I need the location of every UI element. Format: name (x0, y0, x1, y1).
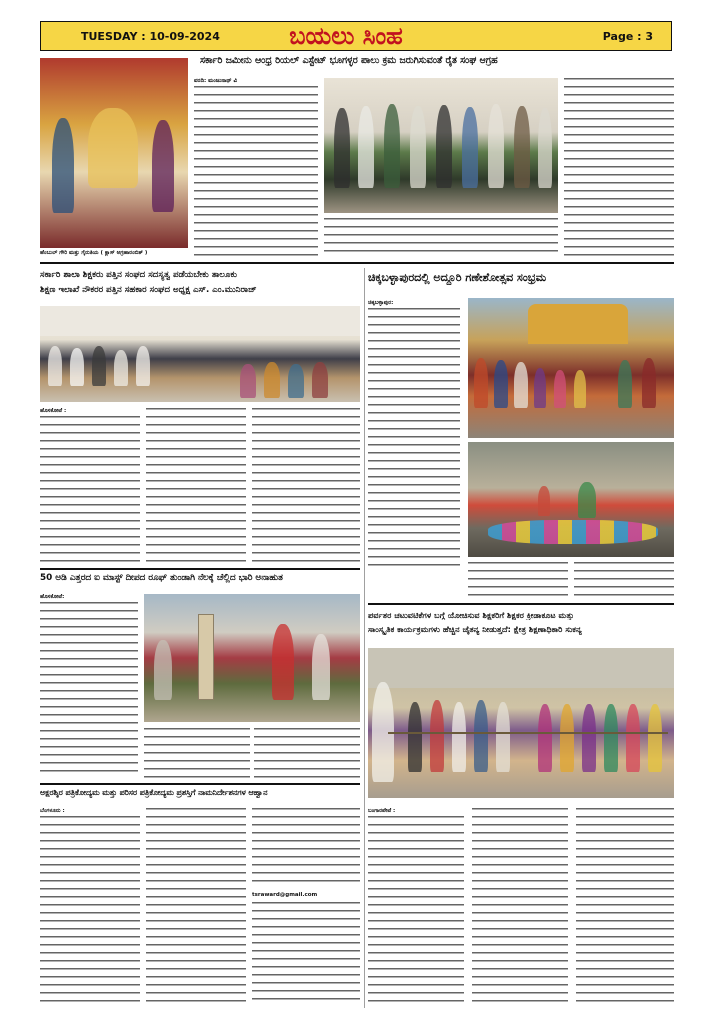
photo-tug-of-war (368, 648, 674, 798)
article-body (40, 816, 140, 1006)
article-body (368, 308, 460, 568)
photo-ganesha-festival-crowd (468, 298, 674, 438)
article-body (252, 408, 360, 564)
article-body (194, 86, 318, 256)
issue-date: TUESDAY : 10-09-2024 (81, 30, 220, 43)
article-body (40, 416, 140, 564)
photo-teachers-meeting (40, 306, 360, 402)
article-body (472, 808, 568, 1006)
dateline: ಬೆಂಗಳೂರು : (40, 808, 84, 815)
article-body (254, 728, 360, 778)
article-headline-journalism-awards: ಅಕ್ಷರಶ್ಶಿರ ಪತ್ರಿಕೋದ್ಯಮ ಮತ್ತು ಪರಿಸರ ಪತ್ರಿಕೋದ್ಯಮ ಪ್ರಶಸ್ತಿಗೆ ನಾಮನಿರ್ದೇಶನಗಳ ಆಹ್ವಾನ (40, 788, 268, 797)
article-body (564, 78, 674, 258)
byline: ವರದಿ: ಮಂಜುನಾಥ್ ವಿ (194, 78, 314, 85)
dateline: ಚಿಕ್ಕಬಳ್ಳಾಪುರ: (368, 300, 422, 307)
photo-caption: ಹೆಂಬುಲ್ ಗೌರಿ ಮತ್ತು ಗೈರುತಿಯ ( ಕ್ಲಾಸ್ ಅಗ್ರಹಾರಂಬಿತ್ ) (40, 250, 148, 256)
photo-farmers-union-meeting (324, 78, 558, 213)
dateline: ಹೊಸಕೋಟೆ : (40, 408, 85, 415)
divider (40, 568, 360, 570)
dateline: ಹೊಸಕೋಟೆ: (40, 594, 80, 601)
article-body (468, 562, 568, 598)
article-body (576, 808, 674, 1006)
column-divider (364, 268, 365, 1008)
article-body (368, 816, 464, 1006)
article-headline-high-mast-light: 50 ಅಡಿ ಎತ್ತರದ ಐ ಮಾಸ್ಟ್ ದೀಪದ ರೂಫ್ ತುಂಡಾಗಿ ನೆಲಕ್ಕೆ ಚೆಲ್ಲಿದ ಭಾರಿ ಅನಾಹುತ (40, 573, 283, 583)
page-number: Page : 3 (602, 30, 653, 43)
photo-ganesha-idol (40, 58, 188, 248)
dateline: ಬಂಗಾರಪೇಟೆ : (368, 808, 416, 815)
newspaper-title: ಬಯಲು ಸಿಂಹ (289, 21, 403, 50)
article-body (252, 902, 360, 1006)
photo-fallen-light-pole (144, 594, 360, 722)
divider (40, 783, 360, 785)
article-body (40, 602, 138, 778)
article-body (144, 728, 250, 778)
contact-email: tsraward@gmail.com (252, 892, 338, 898)
article-body (146, 408, 246, 564)
newspaper-page (32, 18, 682, 1010)
masthead (40, 21, 672, 51)
photo-rangoli-street (468, 442, 674, 557)
article-body (252, 808, 360, 888)
article-body (324, 218, 558, 258)
article-body (574, 562, 674, 598)
article-headline-teachers-sports-meet: ಪರ್ವತರ ಚಟುವಟಿಕೆಗಳ ಬಗ್ಗೆ ಯೋಚಿಸುವ ಶಿಕ್ಷಕರಿಗೆ ಶಿಕ್ಷಕರ ಕ್ರೀಡಾಕೂಟ ಮತ್ತು ಸಾಂಸ್ಕೃತಿಕ ಕಾರ್ಯಕ್ರಮಗಳು ಹೆಚ್ಚಿನ ಚೈತನ್ಯ ನೀಡುತ್ತದೆ: ಕ್ಷೇತ್ರ ಶಿಕ್ಷಣಾಧಿಕಾರಿ ಸುಕನ್ಯ (368, 610, 582, 635)
divider (368, 603, 674, 605)
article-headline-ganeshotsava: ಚಿಕ್ಕಬಳ್ಳಾಪುರದಲ್ಲಿ ಅದ್ದೂರಿ ಗಣೇಶೋತ್ಸವ ಸಂಭ್ರಮ (368, 271, 547, 284)
divider (40, 262, 674, 264)
article-headline-teachers-society: ಸರ್ಕಾರಿ ಶಾಲಾ ಶಿಕ್ಷಕರು ಪತ್ತಿನ ಸಂಘದ ಸದಸ್ಯತ್ವ ಪಡೆಯಬೇಕು ತಾಲೂಕು ಶಿಕ್ಷಣ ಇಲಾಖೆ ನೌಕರರ ಪತ್ತಿನ ಸಹಕಾರ ಸಂಘದ ಅಧ್ಯಕ್ಷ ಎಸ್. ಎಂ.ಮುನಿರಾಜ್ (40, 270, 257, 295)
article-headline-land-grab: ಸರ್ಕಾರಿ ಜಮೀನು ಆಂಧ್ರ ರಿಯಲ್ ಎಸ್ಟೇಟ್ ಭೂಗಳ್ಳರ ಪಾಲು ಕ್ರಮ ಜರುಗಿಸುವಂತೆ ರೈತ ಸಂಘ ಆಗ್ರಹ (200, 55, 498, 66)
article-body (146, 808, 246, 1006)
